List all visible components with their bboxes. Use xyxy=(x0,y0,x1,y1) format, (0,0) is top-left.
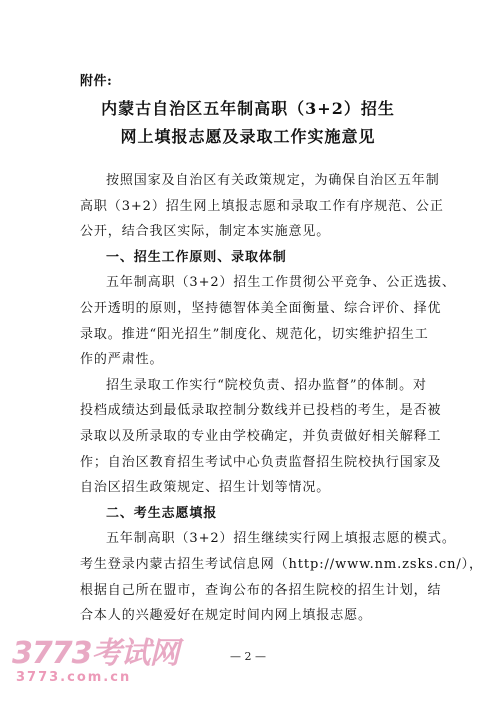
paragraph-line: 作的严肃性。 xyxy=(80,352,164,368)
paragraph-line: 合本人的兴趣爱好在规定时间内网上填报志愿。 xyxy=(80,608,372,624)
paragraph-line: 公开，结合我区实际，制定本实施意见。 xyxy=(80,224,331,240)
paragraph-line: 录取。推进“阳光招生”制度化、规范化，切实维护招生工 xyxy=(80,326,429,342)
paragraph-line: 高职（3+2）招生网上填报志愿和录取工作有序规范、公正 xyxy=(80,198,444,214)
paragraph-line: 五年制高职（3+2）招生继续实行网上填报志愿的模式。 xyxy=(106,531,456,547)
watermark-brand: 3773考试网 xyxy=(12,636,179,671)
paragraph-line: 按照国家及自治区有关政策规定，为确保自治区五年制 xyxy=(106,173,440,188)
document-title-line-2: 网上填报志愿及录取工作实施意见 xyxy=(120,127,376,146)
section-heading: 二、考生志愿填报 xyxy=(106,505,218,521)
paragraph-line: 自治区招生政策规定、招生计划等情况。 xyxy=(80,480,331,496)
attachment-label: 附件: xyxy=(80,74,113,89)
paragraph-line: 招生录取工作实行“院校负责、招办监督”的体制。对 xyxy=(106,377,427,393)
site-watermark-logo xyxy=(12,638,179,686)
paragraph-line: 五年制高职（3+2）招生工作贯彻公平竞争、公正选拔、 xyxy=(106,275,456,291)
page-number: — 2 — xyxy=(230,650,266,663)
watermark-domain: 3773.com.cn xyxy=(16,670,132,685)
document-title-line-1: 内蒙古自治区五年制高职（3+2）招生 xyxy=(101,99,395,118)
paragraph-line: 投档成绩达到最低录取控制分数线并已投档的考生，是否被 xyxy=(80,403,442,419)
paragraph-line: 录取以及所录取的专业由学校确定，并负责做好相关解释工 xyxy=(80,429,442,444)
paragraph-line: 考生登录内蒙古招生考试信息网（http://www.nm.zsks.cn/）， xyxy=(80,557,483,572)
paragraph-line: 公开透明的原则，坚持德智体美全面衡量、综合评价、择优 xyxy=(80,301,442,316)
paragraph-line: 根据自己所在盟市，查询公布的各招生院校的招生计划，结 xyxy=(80,582,442,598)
section-heading: 一、招生工作原则、录取体制 xyxy=(106,249,287,265)
paragraph-line: 作；自治区教育招生考试中心负责监督招生院校执行国家及 xyxy=(80,454,442,470)
